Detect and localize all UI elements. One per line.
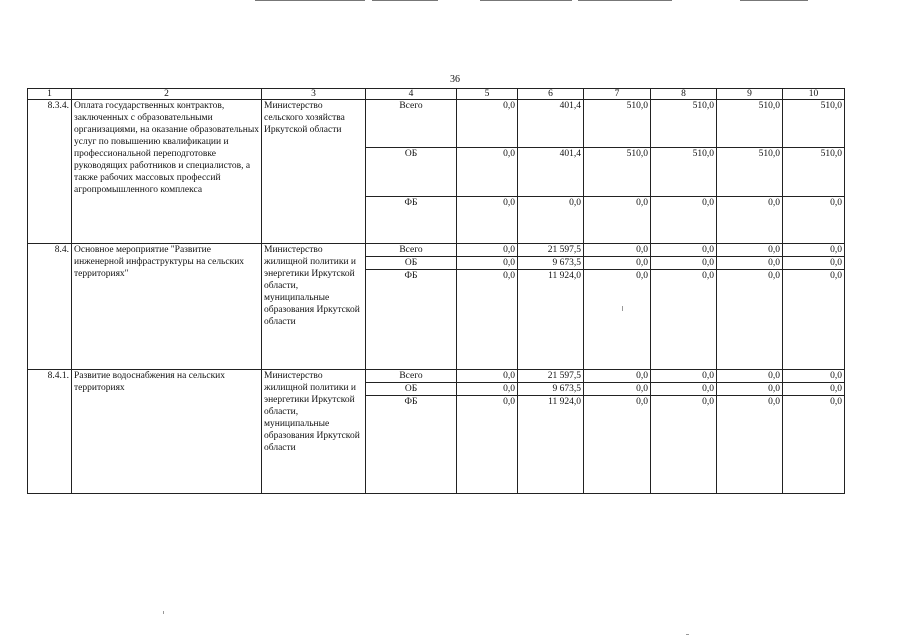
value-cell: 0,0 bbox=[457, 244, 518, 257]
value-cell: 0,0 bbox=[651, 370, 717, 383]
fund-type: ФБ bbox=[366, 396, 457, 494]
value-cell: 0,0 bbox=[717, 270, 783, 370]
value-cell: 0,0 bbox=[717, 257, 783, 270]
col-header: 3 bbox=[262, 89, 366, 100]
value-cell: 0,0 bbox=[457, 383, 518, 396]
scan-artifact-dot bbox=[163, 611, 164, 614]
value-cell: 0,0 bbox=[717, 244, 783, 257]
value-cell: 0,0 bbox=[584, 383, 651, 396]
value-cell: 0,0 bbox=[457, 370, 518, 383]
scan-artifact-dot bbox=[686, 634, 689, 635]
fund-type: ФБ bbox=[366, 197, 457, 244]
budget-table bbox=[27, 88, 845, 494]
col-header: 9 bbox=[717, 89, 783, 100]
value-cell: 401,4 bbox=[518, 148, 584, 197]
fund-type: ОБ bbox=[366, 148, 457, 197]
row-code: 8.4.1. bbox=[28, 370, 72, 494]
table-row bbox=[28, 370, 845, 383]
fund-type: ОБ bbox=[366, 257, 457, 270]
col-header: 8 bbox=[651, 89, 717, 100]
value-cell: 0,0 bbox=[783, 396, 845, 494]
row-name: Основное мероприятие "Развитие инженерной инфраструктуры на сельских территориях" bbox=[72, 244, 262, 370]
col-header: 1 bbox=[28, 89, 72, 100]
row-executor: Министерство жилищной политики и энергетики Иркутской области, муниципальные образования Иркутской области bbox=[262, 244, 366, 370]
fund-type: ОБ bbox=[366, 383, 457, 396]
value-cell: 510,0 bbox=[783, 100, 845, 148]
value-cell: 0,0 bbox=[584, 257, 651, 270]
fund-type: Всего bbox=[366, 370, 457, 383]
table-row bbox=[28, 244, 845, 257]
value-cell: 0,0 bbox=[457, 270, 518, 370]
col-header: 4 bbox=[366, 89, 457, 100]
fund-type: Всего bbox=[366, 244, 457, 257]
value-cell: 0,0 bbox=[783, 244, 845, 257]
value-cell: 0,0 bbox=[584, 396, 651, 494]
value-cell: 0,0 bbox=[783, 197, 845, 244]
value-cell: 0,0 bbox=[651, 383, 717, 396]
scan-artifact-line bbox=[740, 0, 808, 1]
value-cell: 510,0 bbox=[717, 148, 783, 197]
scan-artifact-line bbox=[480, 0, 572, 1]
col-header: 6 bbox=[518, 89, 584, 100]
value-cell: 510,0 bbox=[584, 148, 651, 197]
fund-type: ФБ bbox=[366, 270, 457, 370]
value-cell: 510,0 bbox=[783, 148, 845, 197]
value-cell: 0,0 bbox=[651, 197, 717, 244]
scan-artifact-line bbox=[372, 0, 438, 1]
col-header: 7 bbox=[584, 89, 651, 100]
col-header: 5 bbox=[457, 89, 518, 100]
value-cell: 0,0 bbox=[783, 270, 845, 370]
value-cell: 0,0 bbox=[584, 270, 651, 370]
value-cell: 0,0 bbox=[457, 148, 518, 197]
col-header: 2 bbox=[72, 89, 262, 100]
value-cell: 9 673,5 bbox=[518, 257, 584, 270]
value-cell: 0,0 bbox=[717, 396, 783, 494]
value-cell: 0,0 bbox=[584, 197, 651, 244]
value-cell: 510,0 bbox=[651, 100, 717, 148]
row-code: 8.4. bbox=[28, 244, 72, 370]
value-cell: 0,0 bbox=[717, 383, 783, 396]
value-cell: 11 924,0 bbox=[518, 270, 584, 370]
scan-artifact-line bbox=[578, 0, 672, 1]
value-cell: 510,0 bbox=[717, 100, 783, 148]
value-cell: 0,0 bbox=[651, 244, 717, 257]
value-cell: 0,0 bbox=[518, 197, 584, 244]
col-header: 10 bbox=[783, 89, 845, 100]
value-cell: 0,0 bbox=[783, 257, 845, 270]
value-cell: 0,0 bbox=[584, 244, 651, 257]
value-cell: 0,0 bbox=[717, 197, 783, 244]
value-cell: 0,0 bbox=[457, 396, 518, 494]
value-cell: 0,0 bbox=[457, 257, 518, 270]
value-cell: 0,0 bbox=[457, 100, 518, 148]
fund-type: Всего bbox=[366, 100, 457, 148]
value-cell: 0,0 bbox=[584, 370, 651, 383]
row-executor: Министерство сельского хозяйства Иркутской области bbox=[262, 100, 366, 244]
row-name: Развитие водоснабжения на сельских территориях bbox=[72, 370, 262, 494]
value-cell: 510,0 bbox=[584, 100, 651, 148]
value-cell: 21 597,5 bbox=[518, 370, 584, 383]
value-cell: 11 924,0 bbox=[518, 396, 584, 494]
value-cell: 0,0 bbox=[783, 370, 845, 383]
value-cell: 0,0 bbox=[717, 370, 783, 383]
value-cell: 0,0 bbox=[651, 270, 717, 370]
scan-artifact-dot bbox=[622, 306, 623, 311]
value-cell: 510,0 bbox=[651, 148, 717, 197]
value-cell: 0,0 bbox=[651, 257, 717, 270]
page-number: 36 bbox=[450, 74, 460, 85]
value-cell: 0,0 bbox=[457, 197, 518, 244]
row-name: Оплата государственных контрактов, заключенных с образовательными организациями, на оказание образовательных услуг по повышению квалификации и профессиональной переподготовке руководящих работников и специалистов, а также рабочих массовых профессий агропромышленного комплекса bbox=[72, 100, 262, 244]
row-executor: Министерство жилищной политики и энергетики Иркутской области, муниципальные образования Иркутской области bbox=[262, 370, 366, 494]
table-row bbox=[28, 100, 845, 148]
scan-artifact-line bbox=[255, 0, 365, 1]
header-row bbox=[28, 89, 845, 100]
value-cell: 0,0 bbox=[651, 396, 717, 494]
value-cell: 9 673,5 bbox=[518, 383, 584, 396]
row-code: 8.3.4. bbox=[28, 100, 72, 244]
value-cell: 0,0 bbox=[783, 383, 845, 396]
value-cell: 21 597,5 bbox=[518, 244, 584, 257]
value-cell: 401,4 bbox=[518, 100, 584, 148]
